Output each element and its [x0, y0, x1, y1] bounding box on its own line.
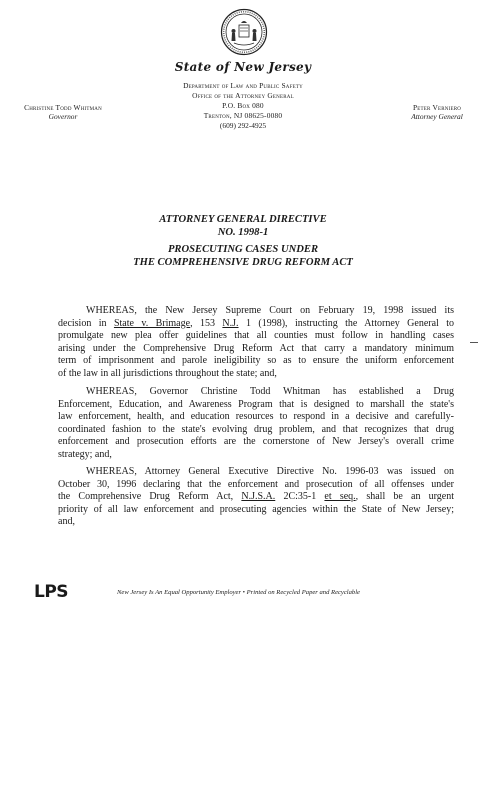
- paragraph-line: WHEREAS, the New Jersey Supreme Court on February 19, 1998 issued its: [86, 305, 454, 316]
- paragraph-line: arising under the Comprehensive Drug Reform Act that carry a mandatory minimum: [58, 342, 454, 354]
- paragraph-line: strategy; and,: [58, 448, 112, 460]
- whereas-paragraph-2: [58, 386, 454, 462]
- directive-subtitle-line2: THE COMPREHENSIVE DRUG REFORM ACT: [133, 257, 353, 268]
- department-name: Department of Law and Public Safety: [183, 81, 303, 90]
- footer-note: New Jersey Is An Equal Opportunity Employer • Printed on Recycled Paper and Recyclable: [117, 589, 360, 596]
- attorney-general-title: Attorney General: [411, 112, 463, 121]
- reporter-citation: N.J.: [222, 317, 239, 329]
- lps-logo: LPS: [34, 582, 69, 602]
- directive-subtitle-line1: PROSECUTING CASES UNDER: [167, 244, 319, 255]
- governor-title: Governor: [48, 112, 78, 121]
- statute-citation: N.J.S.A.: [241, 491, 276, 503]
- case-citation: State v. Brimage: [113, 317, 191, 329]
- paragraph-line: WHEREAS, Governor Christine Todd Whitman has established a Drug: [86, 386, 454, 397]
- paragraph-line: WHEREAS, Attorney General Executive Directive No. 1996-03 was issued on: [86, 466, 454, 477]
- whereas-paragraph-1: [58, 305, 454, 381]
- paragraph-line: of the law in all jurisdictions throughout the state; and,: [58, 367, 277, 379]
- state-name: State of New Jersey: [174, 60, 312, 74]
- paragraph-line: law enforcement, health, and education resources to respond in a decisive and carefully-: [58, 411, 454, 423]
- text-run: the Comprehensive Drug Reform Act,: [58, 491, 242, 503]
- text-run: , 153: [190, 317, 223, 329]
- paragraph-line: coordinated fashion to the state's evolving drug problem, and that recognizes that drug: [58, 423, 454, 435]
- paragraph-line: Enforcement, Education, and Awareness Program that is designed to marshall the state's: [58, 398, 454, 410]
- directive-number: NO. 1998-1: [217, 227, 269, 238]
- paragraph-line: priority of all law enforcement and prosecuting agencies within the State of New Jersey;: [58, 503, 454, 515]
- paragraph-line: October 30, 1996 declaring that the enforcement and prosecution of all offenses under: [58, 478, 454, 490]
- phone-number: (609) 292-4925: [219, 121, 267, 130]
- paragraph-line: enforcement and prosecution efforts are the cornerstone of New Jersey's overall crime: [58, 436, 454, 448]
- et-seq-citation: et seq.: [324, 491, 356, 503]
- po-box: P.O. Box 080: [222, 101, 264, 110]
- attorney-general-name: Peter Verniero: [412, 103, 462, 112]
- text-run: , shall be an urgent: [355, 491, 455, 503]
- text-run: 1 (1998), instructing the Attorney General to: [238, 317, 455, 329]
- text-run: 2C:35-1: [275, 491, 325, 503]
- paragraph-line: term of imprisonment and parole ineligibility so as to ensure the uniform enforcement: [58, 355, 454, 367]
- directive-title: [0, 213, 486, 239]
- governor-block: [8, 103, 118, 121]
- paragraph-line: and,: [58, 516, 75, 528]
- text-run: decision in: [58, 317, 114, 329]
- governor-name: Christine Todd Whitman: [24, 103, 102, 112]
- paragraph-line: [58, 491, 454, 504]
- paragraph-line: [58, 318, 454, 331]
- margin-mark: [470, 342, 478, 343]
- whereas-paragraph-3: [58, 466, 454, 529]
- paragraph-line: promulgate new plea offer guidelines that all counties must follow in handling cases: [58, 330, 454, 342]
- directive-title-line1: ATTORNEY GENERAL DIRECTIVE: [159, 214, 327, 225]
- attorney-general-block: [392, 103, 482, 121]
- city-zip: Trenton, NJ 08625-0080: [203, 111, 283, 120]
- office-name: Office of the Attorney General: [192, 91, 294, 100]
- directive-subtitle: [0, 243, 486, 269]
- state-seal-icon: [220, 8, 268, 56]
